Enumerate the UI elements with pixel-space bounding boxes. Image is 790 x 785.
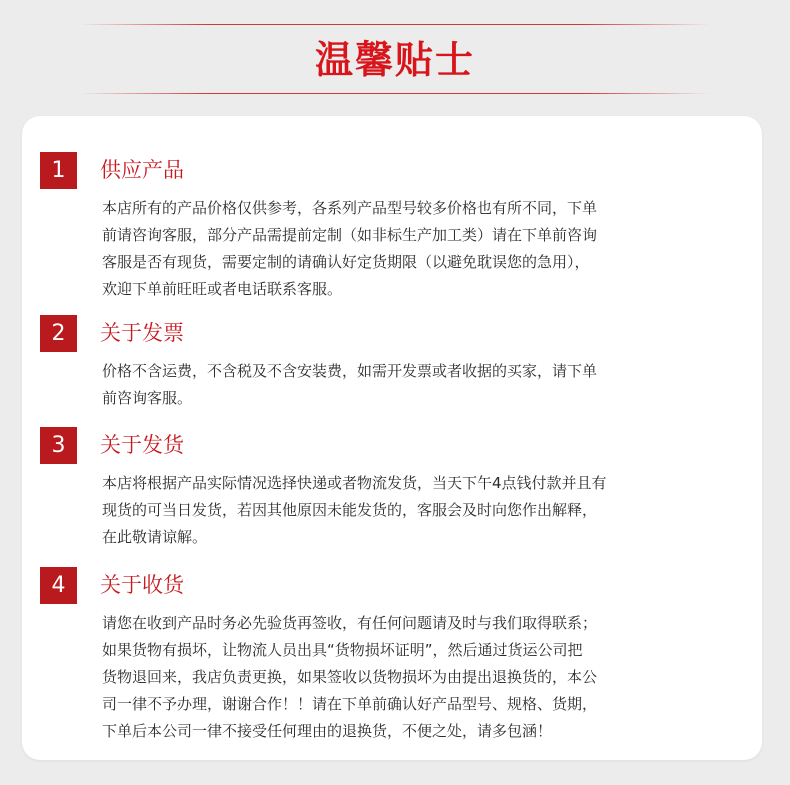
body-line: 司一律不予办理，谢谢合作！！请在下单前确认好产品型号、规格、货期， <box>102 695 598 713</box>
section-body <box>102 195 740 303</box>
header-bottom-rule <box>80 93 710 94</box>
section-number-badge: 2 <box>40 315 77 352</box>
body-line: 下单后本公司一律不接受任何理由的退换货，不便之处，请多包涵！ <box>102 722 553 740</box>
section-number-badge: 1 <box>40 152 77 189</box>
body-line: 请您在收到产品时务必先验货再签收，有任何问题请及时与我们取得联系； <box>102 614 598 632</box>
section-number-badge: 4 <box>40 567 77 604</box>
body-line: 前咨询客服。 <box>102 389 193 407</box>
body-line: 价格不含运费，不含税及不含安装费，如需开发票或者收据的买家，请下单 <box>102 362 598 380</box>
body-line: 前请咨询客服，部分产品需提前定制（如非标生产加工类）请在下单前咨询 <box>102 226 598 244</box>
section-title: 关于发票 <box>100 321 184 345</box>
tips-card <box>22 116 762 760</box>
page-title: 温馨贴士 <box>314 38 475 82</box>
body-line: 欢迎下单前旺旺或者电话联系客服。 <box>102 280 343 298</box>
section-number-badge: 3 <box>40 427 77 464</box>
body-line: 现货的可当日发货，若因其他原因未能发货的，客服会及时向您作出解释， <box>102 501 598 519</box>
header-top-rule <box>80 24 710 25</box>
body-line: 客服是否有现货，需要定制的请确认好定货期限（以避免耽误您的急用）， <box>102 253 590 271</box>
section-title: 关于发货 <box>100 433 184 457</box>
body-line: 如果货物有损坏，让物流人员出具“货物损坏证明”，然后通过货运公司把 <box>102 641 583 659</box>
body-line: 本店将根据产品实际情况选择快递或者物流发货，当天下午4点钱付款并且有 <box>102 474 607 492</box>
body-line: 货物退回来，我店负责更换，如果签收以货物损坏为由提出退换货的，本公 <box>102 668 598 686</box>
section-body <box>102 610 740 745</box>
body-line: 本店所有的产品价格仅供参考，各系列产品型号较多价格也有所不同，下单 <box>102 199 598 217</box>
section-title: 供应产品 <box>100 158 184 182</box>
section-title: 关于收货 <box>100 573 184 597</box>
section-body <box>102 470 740 551</box>
section-body <box>102 358 740 412</box>
body-line: 在此敬请谅解。 <box>102 528 208 546</box>
header-banner <box>0 0 790 116</box>
